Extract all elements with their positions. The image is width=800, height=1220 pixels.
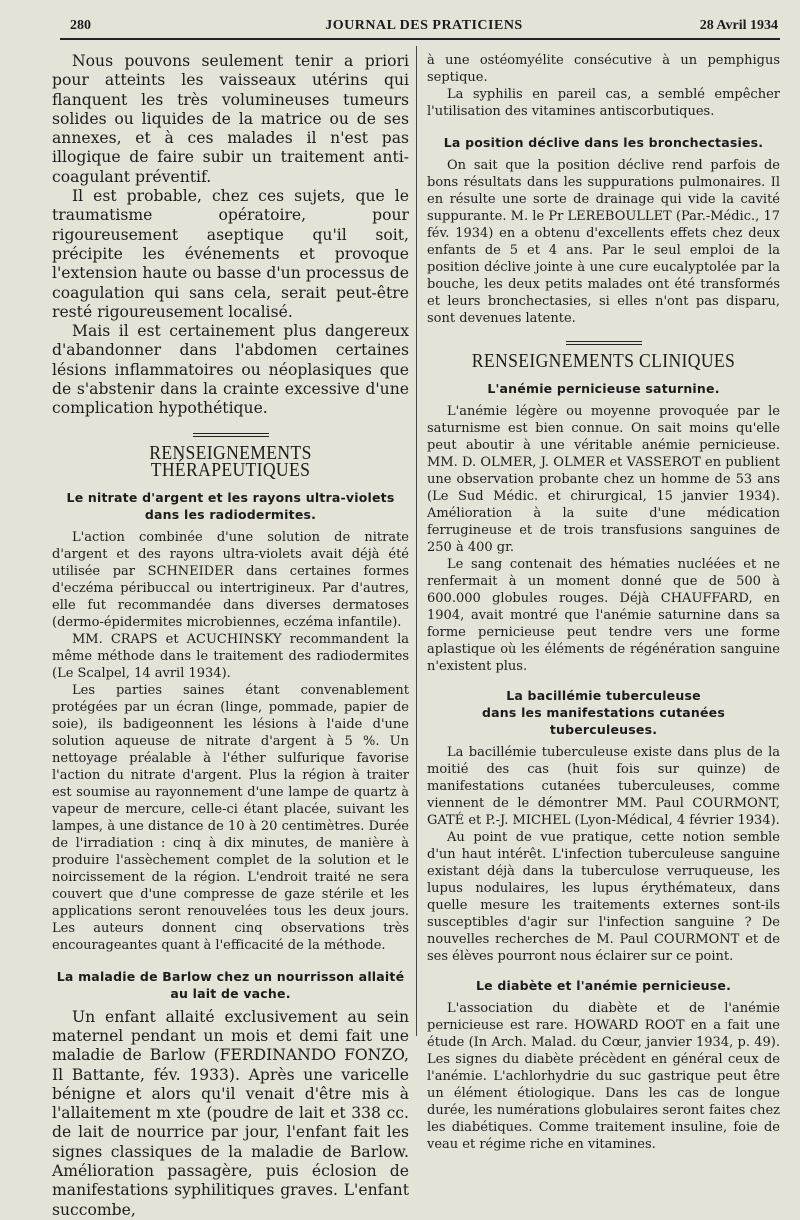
section-title: RENSEIGNEMENTS THÉRAPEUTIQUES [149,441,312,481]
paragraph: La syphilis en pareil cas, a semblé empêcher l'utilisation des vitamines antiscorbutiques. [427,87,780,119]
section-divider [193,433,269,437]
article-title: La maladie de Barlow chez un nourrisson allaité au lait de vache. [56,968,405,1001]
paragraph: On sait que la position déclive rend parfois de bons résultats dans les suppurations pulmonaires. Il en résulte une sorte de drainage qui vide la cavité suppurante. M. le Pr LEREBOULLET (Par.-Médic., 17 fév. 1934) en a obtenu d'excellents effets chez deux enfants de 5 et 4 ans. Par le seul emploi de la position déclive jointe à une cure eucalyptolée par la bouche, les deux petits malades ont été transformés et leurs bronchectasies, si elles n'ont pas disparu, sont devenues latente. [427,158,780,326]
article-title: La bacillémie tuberculeuse [506,688,701,703]
paragraph: L'association du diabète et de l'anémie pernicieuse est rare. HOWARD ROOT en a fait une étude (In Arch. Malad. du Cœur, janvier 1934, p. 49). Les signes du diabète précèdent en général ceux de l'anémie. L'achlorhydrie du suc gastrique peut être un élément étiologique. Dans les cas de longue durée, les numérations globulaires seront faites chez les diabétiques. Comme traitement insuline, foie de veau et régime riche en vitamines. [427,1001,780,1152]
page-number: 280 [70,18,91,33]
left-column [52,52,409,1219]
article-title: Le nitrate d'argent et les rayons ultra-violets dans les radiodermites. [66,489,395,522]
column-divider [416,46,417,1036]
paragraph: Mais il est certainement plus dangereux d'abandonner dans l'abdomen certaines lésions inflammatoires ou néoplasiques que de s'abstenir dans la crainte excessive d'une complication hypothétique. [52,322,409,418]
paragraph: Le sang contenait des hématies nucléées et ne renfermait à un moment donné que de 500 à 600.000 globules rouges. Déjà CHAUFFARD, en 1904, avait montré que l'anémie saturnine dans sa forme pernicieuse peut tendre vers une forme aplastique où les éléments de régénération sanguine n'existent plus. [427,557,780,674]
paragraph: L'action combinée d'une solution de nitrate d'argent et des rayons ultra-violets avait déjà été utilisée par SCHNEIDER dans certaines formes d'eczéma péribuccal ou intertrigineux. Par d'autres, elle fut recommandée dans diverses dermatoses (dermo-épidermites microbiennes, eczéma infantile). [52,529,409,630]
paragraph: La bacillémie tuberculeuse existe dans plus de la moitié des cas (huit fois sur quinze) de manifestations cutanées tuberculeuses, comme viennent de le démontrer MM. Paul COURMONT, GATÉ et P.-J. MICHEL (Lyon-Médical, 4 février 1934). [427,745,780,828]
paragraph: MM. CRAPS et ACUCHINSKY recommandent la même méthode dans le traitement des radiodermites (Le Scalpel, 14 avril 1934). [52,631,409,681]
paragraph: L'anémie légère ou moyenne provoquée par le saturnisme est bien connue. On sait moins qu'elle peut aboutir à une véritable anémie pernicieuse. MM. D. OLMER, J. OLMER et VASSEROT en publient une observation probante chez un homme de 53 ans (Le Sud Médic. et chirurgical, 15 janvier 1934). Amélioration à la suite d'une médication ferrugineuse et de trois transfusions sanguines de 250 à 400 gr. [427,404,780,555]
article-title: La position déclive dans les bronchectasies. [443,135,764,150]
intro-block [52,52,409,419]
paragraph: à une ostéomyélite consécutive à un pemphigus septique. [427,53,780,85]
section-title: RENSEIGNEMENTS CLINIQUES [471,350,736,372]
paragraph: Il est probable, chez ces sujets, que le traumatisme opératoire, pour rigoureusement aseptique qu'il soit, précipite les événements et provoque l'extension haute ou basse d'un processus de coagulation qui sans cela, serait peut-être resté rigoureusement localisé. [52,187,409,321]
journal-title: JOURNAL DES PRATICIENS [325,18,523,33]
article-title: Le diabète et l'anémie pernicieuse. [475,978,732,993]
paragraph: Les parties saines étant convenablement protégées par un écran (linge, pommade, papier de soie), ils badigeonnent les lésions à l'aide d'une solution aqueuse de nitrate d'argent à 5 %. Un nettoyage préalable à l'éther sulfurique favorise l'action du nitrate d'argent. Plus la région à traiter est soumise au rayonnement d'une lampe de quartz à vapeur de mercure, celle-ci étant placée, suivant les lampes, à une distance de 10 à 20 centimètres. Durée de l'irradiation : cinq à dix minutes, de manière à produire l'assèchement complet de la solution et le noircissement de la région. L'endroit traité ne sera couvert que d'une compresse de gaze stérile et les applications seront renouvelées tous les deux jours. Les auteurs donnent cinq observations très encourageantes quant à l'efficacité de la méthode. [52,682,409,953]
right-column [427,52,780,1152]
section-divider [566,341,642,345]
article-title: L'anémie pernicieuse saturnine. [487,381,720,396]
header-rule [60,38,780,40]
issue-date: 28 Avril 1934 [699,18,778,33]
page-header [70,14,778,34]
paragraph: Un enfant allaité exclusivement au sein maternel pendant un mois et demi fait une maladie de Barlow (FERDINANDO FONZO, Il Battante, fév. 1933). Après une varicelle bénigne et alors qu'il venait d'être mis à l'allaitement m xte (poudre de lait et 338 cc. de lait de nourrice par jour, l'enfant fait les signes classiques de la maladie de Barlow. Amélioration passagère, puis éclosion de manifestations syphilitiques graves. L'enfant succombe, [52,1007,409,1219]
article-title-line2: dans les manifestations cutanées tuberculeuses. [482,705,725,737]
paragraph: Au point de vue pratique, cette notion semble d'un haut intérêt. L'infection tuberculeuse sanguine existant déjà dans la tuberculose verruqueuse, les lupus nodulaires, les lupus érythémateux, dans quelle mesure les traitements externes sont-ils susceptibles d'agir sur l'infection sanguine ? De nouvelles recherches de M. Paul COURMONT et de ses élèves pourront nous éclairer sur ce point. [427,830,780,964]
paragraph: Nous pouvons seulement tenir a priori pour atteints les vaisseaux utérins qui flanquent les très volumineuses tumeurs solides ou liquides de la matrice ou de ses annexes, et à ces malades il n'est pas illogique de faire subir un traitement anti-coagulant préventif. [52,52,409,186]
